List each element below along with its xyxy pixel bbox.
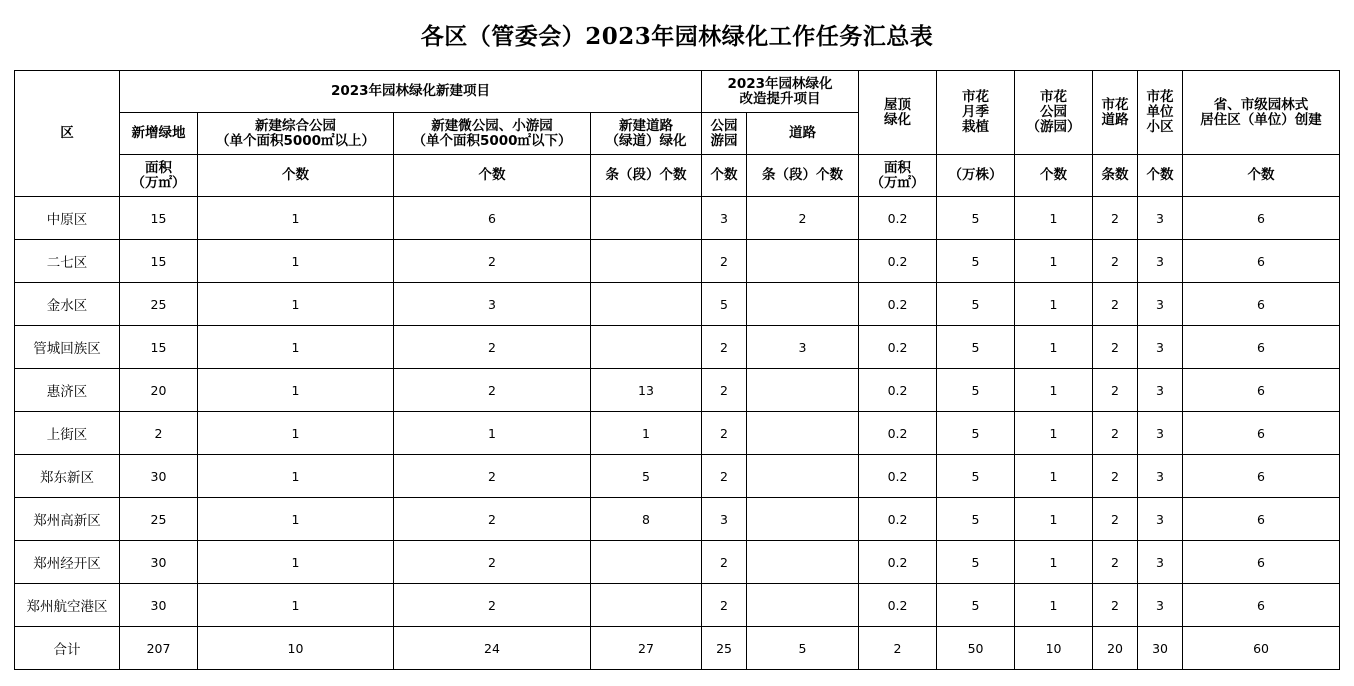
header-new-projects: 2023年园林绿化新建项目 [120, 71, 702, 113]
table-row [15, 283, 1340, 326]
table-cell: 0.2 [859, 326, 937, 369]
unit-count: 个数 [1183, 155, 1340, 197]
table-cell: 5 [937, 326, 1015, 369]
table-cell: 2 [394, 584, 591, 627]
table-cell [591, 541, 702, 584]
table-row [15, 498, 1340, 541]
table-cell: 5 [591, 455, 702, 498]
table-cell: 2 [1093, 326, 1138, 369]
table-cell: 2 [702, 541, 747, 584]
table-cell: 1 [198, 197, 394, 240]
table-cell: 5 [937, 498, 1015, 541]
table-cell: 3 [702, 498, 747, 541]
page-title: 各区（管委会）2023年园林绿化工作任务汇总表 [420, 23, 934, 50]
unit-segments: 条（段）个数 [747, 155, 859, 197]
table-cell: 2 [394, 498, 591, 541]
table-cell: 5 [937, 455, 1015, 498]
unit-area: 面积 （万㎡） [120, 155, 198, 197]
table-cell: 2 [394, 326, 591, 369]
table-cell: 2 [1093, 541, 1138, 584]
table-cell: 3 [1138, 584, 1183, 627]
table-cell: 20 [120, 369, 198, 412]
table-cell: 5 [937, 412, 1015, 455]
table-cell [747, 240, 859, 283]
table-cell: 1 [1015, 498, 1093, 541]
table-cell: 2 [394, 369, 591, 412]
table-cell: 5 [937, 240, 1015, 283]
table-cell: 30 [120, 455, 198, 498]
table-cell: 0.2 [859, 412, 937, 455]
header-roof-green: 屋顶 绿化 [859, 71, 937, 155]
table-cell [747, 369, 859, 412]
table-row [15, 541, 1340, 584]
table-cell: 3 [1138, 498, 1183, 541]
table-cell: 0.2 [859, 455, 937, 498]
table-cell: 5 [937, 369, 1015, 412]
table-cell: 1 [394, 412, 591, 455]
table-cell: 3 [1138, 412, 1183, 455]
table-cell: 2 [1093, 197, 1138, 240]
header-city-flower-planting: 市花 月季 栽植 [937, 71, 1015, 155]
table-cell: 6 [1183, 412, 1340, 455]
table-cell: 5 [937, 283, 1015, 326]
table-cell [591, 326, 702, 369]
table-cell: 6 [1183, 369, 1340, 412]
district-name: 郑州经开区 [15, 541, 120, 584]
unit-roof-area: 面积 （万㎡） [859, 155, 937, 197]
table-cell: 1 [198, 412, 394, 455]
table-cell: 2 [747, 197, 859, 240]
table-row [15, 584, 1340, 627]
table-cell: 6 [1183, 541, 1340, 584]
table-cell: 2 [702, 240, 747, 283]
table-cell: 6 [1183, 498, 1340, 541]
table-cell: 2 [1093, 412, 1138, 455]
table-cell: 1 [1015, 283, 1093, 326]
table-cell: 1 [198, 240, 394, 283]
table-cell: 5 [747, 627, 859, 670]
table-cell: 15 [120, 326, 198, 369]
table-cell: 2 [394, 541, 591, 584]
table-cell: 3 [1138, 541, 1183, 584]
header-garden-residence: 省、市级园林式 居住区（单位）创建 [1183, 71, 1340, 155]
table-cell: 10 [198, 627, 394, 670]
table-cell: 0.2 [859, 283, 937, 326]
table-body [15, 197, 1340, 670]
table-cell: 1 [198, 283, 394, 326]
table-cell: 6 [1183, 283, 1340, 326]
table-cell [747, 584, 859, 627]
header-comprehensive-park: 新建综合公园 （单个面积5000㎡以上） [198, 113, 394, 155]
unit-wan-plants: （万株） [937, 155, 1015, 197]
district-name: 金水区 [15, 283, 120, 326]
table-cell: 2 [394, 455, 591, 498]
table-cell [747, 498, 859, 541]
table-cell: 30 [120, 541, 198, 584]
table-cell: 60 [1183, 627, 1340, 670]
header-district: 区 [15, 71, 120, 197]
district-name: 二七区 [15, 240, 120, 283]
table-cell: 6 [1183, 197, 1340, 240]
table-cell: 1 [1015, 369, 1093, 412]
table-cell: 2 [702, 412, 747, 455]
table-cell: 2 [1093, 240, 1138, 283]
table-cell: 5 [702, 283, 747, 326]
table-cell: 1 [198, 369, 394, 412]
unit-segments: 条（段）个数 [591, 155, 702, 197]
table-row [15, 326, 1340, 369]
task-summary-table [14, 70, 1340, 670]
table-cell: 0.2 [859, 369, 937, 412]
table-cell: 6 [1183, 240, 1340, 283]
table-cell: 1 [198, 541, 394, 584]
table-cell: 6 [1183, 326, 1340, 369]
table-cell: 2 [1093, 455, 1138, 498]
unit-tiao: 条数 [1093, 155, 1138, 197]
table-cell [747, 541, 859, 584]
table-cell: 8 [591, 498, 702, 541]
table-row [15, 197, 1340, 240]
table-cell [591, 240, 702, 283]
table-cell: 1 [198, 326, 394, 369]
table-cell: 25 [120, 498, 198, 541]
table-cell: 0.2 [859, 240, 937, 283]
table-row [15, 412, 1340, 455]
district-name: 郑州航空港区 [15, 584, 120, 627]
header-city-flower-road: 市花 道路 [1093, 71, 1138, 155]
table-cell: 10 [1015, 627, 1093, 670]
table-cell: 1 [1015, 455, 1093, 498]
table-cell: 25 [120, 283, 198, 326]
table-cell: 24 [394, 627, 591, 670]
table-cell: 1 [1015, 584, 1093, 627]
table-cell: 1 [1015, 240, 1093, 283]
header-city-flower-unit: 市花 单位 小区 [1138, 71, 1183, 155]
table-cell: 27 [591, 627, 702, 670]
table-cell: 2 [1093, 584, 1138, 627]
table-cell: 2 [1093, 369, 1138, 412]
district-name: 郑东新区 [15, 455, 120, 498]
table-cell: 20 [1093, 627, 1138, 670]
table-cell: 3 [1138, 240, 1183, 283]
table-row [15, 369, 1340, 412]
table-cell: 30 [120, 584, 198, 627]
table-cell: 5 [937, 584, 1015, 627]
table-cell: 2 [702, 455, 747, 498]
table-cell: 5 [937, 197, 1015, 240]
table-cell: 5 [937, 541, 1015, 584]
table-cell [591, 584, 702, 627]
table-cell: 1 [1015, 197, 1093, 240]
table-cell: 0.2 [859, 197, 937, 240]
table-cell: 0.2 [859, 584, 937, 627]
unit-count: 个数 [1138, 155, 1183, 197]
table-cell: 6 [394, 197, 591, 240]
table-cell: 2 [120, 412, 198, 455]
district-name: 上街区 [15, 412, 120, 455]
table-cell: 15 [120, 240, 198, 283]
table-cell: 6 [1183, 455, 1340, 498]
table-cell [591, 197, 702, 240]
unit-count: 个数 [702, 155, 747, 197]
table-cell: 30 [1138, 627, 1183, 670]
table-cell: 3 [1138, 455, 1183, 498]
unit-count: 个数 [1015, 155, 1093, 197]
table-cell: 3 [394, 283, 591, 326]
table-cell [747, 283, 859, 326]
table-cell: 2 [702, 584, 747, 627]
table-row [15, 455, 1340, 498]
header-renovation: 2023年园林绿化 改造提升项目 [702, 71, 859, 113]
header-road: 道路 [747, 113, 859, 155]
table-cell [747, 455, 859, 498]
table-cell: 13 [591, 369, 702, 412]
unit-count: 个数 [198, 155, 394, 197]
table-cell: 1 [1015, 326, 1093, 369]
table-cell: 1 [591, 412, 702, 455]
table-cell: 207 [120, 627, 198, 670]
table-row [15, 240, 1340, 283]
header-park-garden: 公园 游园 [702, 113, 747, 155]
table-cell: 3 [1138, 326, 1183, 369]
district-name: 中原区 [15, 197, 120, 240]
table-cell: 1 [198, 498, 394, 541]
table-cell: 15 [120, 197, 198, 240]
unit-count: 个数 [394, 155, 591, 197]
table-cell: 3 [1138, 369, 1183, 412]
table-cell: 0.2 [859, 541, 937, 584]
table-cell: 1 [198, 455, 394, 498]
district-name: 管城回族区 [15, 326, 120, 369]
district-name: 惠济区 [15, 369, 120, 412]
table-cell: 1 [1015, 412, 1093, 455]
table-cell [591, 283, 702, 326]
table-cell: 1 [1015, 541, 1093, 584]
table-cell: 3 [1138, 197, 1183, 240]
table-cell [747, 412, 859, 455]
header-road-green: 新建道路 （绿道）绿化 [591, 113, 702, 155]
table-cell: 50 [937, 627, 1015, 670]
table-cell: 6 [1183, 584, 1340, 627]
header-new-green: 新增绿地 [120, 113, 198, 155]
table-cell: 0.2 [859, 498, 937, 541]
table-cell: 2 [702, 369, 747, 412]
district-name: 合计 [15, 627, 120, 670]
table-cell: 1 [198, 584, 394, 627]
table-cell: 2 [394, 240, 591, 283]
table-row [15, 627, 1340, 670]
header-city-flower-park: 市花 公园 （游园） [1015, 71, 1093, 155]
table-cell: 3 [702, 197, 747, 240]
district-name: 郑州高新区 [15, 498, 120, 541]
table-cell: 2 [1093, 498, 1138, 541]
table-cell: 3 [1138, 283, 1183, 326]
table-cell: 25 [702, 627, 747, 670]
table-cell: 2 [859, 627, 937, 670]
header-micro-park: 新建微公园、小游园 （单个面积5000㎡以下） [394, 113, 591, 155]
table-cell: 2 [702, 326, 747, 369]
table-cell: 2 [1093, 283, 1138, 326]
table-cell: 3 [747, 326, 859, 369]
